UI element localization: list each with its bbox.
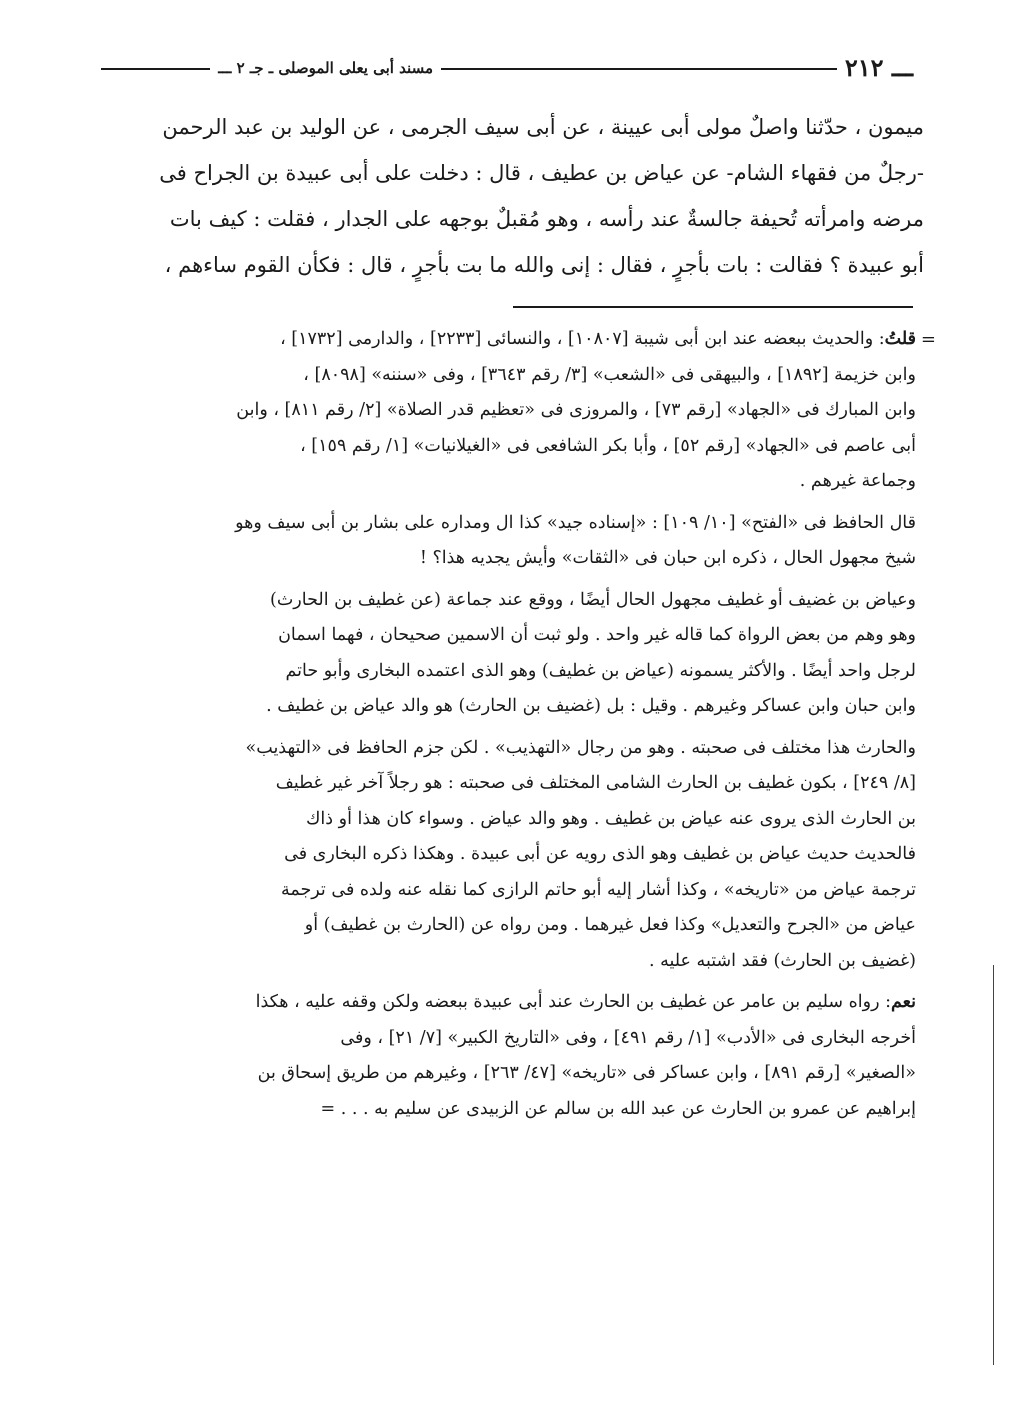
footnote-line: ترجمة عياض من «تاريخه» ، وكذا أشار إليه أبو حاتم الرازى كما نقله عنه ولده فى ترجمة bbox=[280, 879, 916, 900]
footnote-line: وعياض بن غضيف أو غطيف مجهول الحال أيضًا ، ووقع عند جماعة (عن غطيف بن الحارث) bbox=[270, 589, 916, 610]
footnote-iyad-discussion bbox=[116, 583, 916, 725]
footnote-lead-word: قلتُ bbox=[884, 329, 916, 349]
footnote-line-text: : والحديث ببعضه عند ابن أبى شيبة [١٠٨٠٧] ، والنسائى [٢٢٣٣] ، والدارمى [١٧٣٢] ، bbox=[280, 329, 885, 349]
footnote-line: وابن حبان وابن عساكر وغيرهم . وقيل : بل (غضيف بن الحارث) هو والد عياض بن غطيف . bbox=[266, 696, 916, 716]
footnote-line: شيخ مجهول الحال ، ذكره ابن حبان فى «الثقات» وأيش يجديه هذا؟ ! bbox=[419, 548, 916, 568]
footnote-lead-word: نعم bbox=[891, 992, 916, 1012]
footnote-harith-discussion bbox=[116, 731, 916, 980]
footnote-line: أبى عاصم فى «الجهاد» [رقم ٥٢] ، وأبا بكر الشافعى فى «الغيلانيات» [١/ رقم ١٥٩] ، bbox=[300, 435, 916, 456]
footnote-line: وهو وهم من بعض الرواة كما قاله غير واحد . ولو ثبت أن الاسمين صحيحان ، فهما اسمان bbox=[278, 625, 916, 645]
footnote-line: قال الحافظ فى «الفتح» [١٠/ ١٠٩] : «إسناده جيد» كذا ال ومداره على بشار بن أبى سيف وهو bbox=[235, 512, 916, 533]
running-title: مسند أبى يعلى الموصلى ـ جـ ٢ ـــ bbox=[210, 52, 441, 84]
main-text-line: مرضه وامرأته تُحيفة جالسةٌ عند رأسه ، وهو مُقبلٌ بوجهه على الجدار ، فقلت : كيف بات bbox=[169, 207, 924, 231]
footnote-line bbox=[116, 985, 916, 1021]
footnote-line: عياض من «الجرح والتعديل» وكذا فعل غيرهما . ومن رواه عن (الحارث بن غطيف) أو bbox=[304, 915, 916, 935]
footnote-line: [٨/ ٢٤٩] ، بكون غطيف بن الحارث الشامى المختلف فى صحبته : هو رجلاً آخر غير غطيف bbox=[275, 773, 916, 793]
footnote-line: إبراهيم عن عمرو بن الحارث عن عبد الله بن سالم عن الزبيدى عن سليم به . . . = bbox=[320, 1098, 916, 1119]
main-text-line: -رجلٌ من فقهاء الشام- عن عياض بن عطيف ، قال : دخلت على أبى عبيدة بن الجراح فى bbox=[159, 161, 924, 185]
page-number: ـــ ٢١٢ bbox=[837, 50, 921, 86]
footnote-line: وابن خزيمة [١٨٩٢] ، والبيهقى فى «الشعب» [٣/ رقم ٣٦٤٣] ، وفى «سننه» [٨٠٩٨] ، bbox=[303, 364, 916, 385]
footnote-separator bbox=[513, 306, 913, 308]
continuation-mark: = bbox=[920, 329, 936, 350]
scan-margin-line bbox=[993, 965, 994, 1365]
footnote-line: وجماعة غيرهم . bbox=[799, 471, 916, 491]
footnote-line: بن الحارث الذى يروى عنه عياض بن غطيف . وهو والد عياض . وسواء كان هذا أو ذاك bbox=[306, 808, 916, 829]
footnote-line: «الصغير» [رقم ٨٩١] ، وابن عساكر فى «تاريخه» [٤٧/ ٢٦٣] ، وغيرهم من طريق إسحاق بن bbox=[257, 1063, 916, 1083]
footnote-line bbox=[116, 322, 916, 358]
main-text-line: ميمون ، حدّثنا واصلٌ مولى أبى عيينة ، عن أبى سيف الجرمى ، عن الوليد بن عبد الرحمن bbox=[162, 115, 924, 139]
page-header bbox=[101, 50, 921, 86]
footnote-mawquf-riwaya bbox=[116, 985, 916, 1127]
footnotes-section bbox=[116, 322, 936, 1133]
main-text-line: أبو عبيدة ؟ فقالت : بات بأجرٍ ، فقال : إنى والله ما بت بأجرٍ ، قال : فكأن القوم ساءهم ، bbox=[164, 253, 924, 277]
footnote-line: (غضيف بن الحارث) فقد اشتبه عليه . bbox=[648, 950, 916, 971]
footnote-line: والحارث هذا مختلف فى صحبته . وهو من رجال «التهذيب» . لكن جزم الحافظ فى «التهذيب» bbox=[245, 737, 916, 758]
footnote-line: فالحديث حديث عياض بن غطيف وهو الذى رويه عن أبى عبيدة . وهكذا ذكره البخارى فى bbox=[284, 844, 916, 864]
footnote-line: أخرجه البخارى فى «الأدب» [١/ رقم ٤٩١] ، وفى «التاريخ الكبير» [٧/ ٢١] ، وفى bbox=[340, 1027, 916, 1048]
footnote-takhrij bbox=[116, 322, 916, 500]
main-hadith-text bbox=[124, 104, 924, 288]
footnote-line: وابن المبارك فى «الجهاد» [رقم ٧٣] ، والمروزى فى «تعظيم قدر الصلاة» [٢/ رقم ٨١١] ، وابن bbox=[236, 400, 916, 420]
footnote-hafiz-quote bbox=[116, 506, 916, 577]
footnote-line-text: : رواه سليم بن عامر عن غطيف بن الحارث عند أبى عبيدة ببعضه ولكن وقفه عليه ، هكذا bbox=[255, 992, 892, 1012]
footnote-line: لرجل واحد أيضًا . والأكثر يسمونه (عياض بن غطيف) وهو الذى اعتمده البخارى وأبو حاتم bbox=[285, 660, 916, 681]
